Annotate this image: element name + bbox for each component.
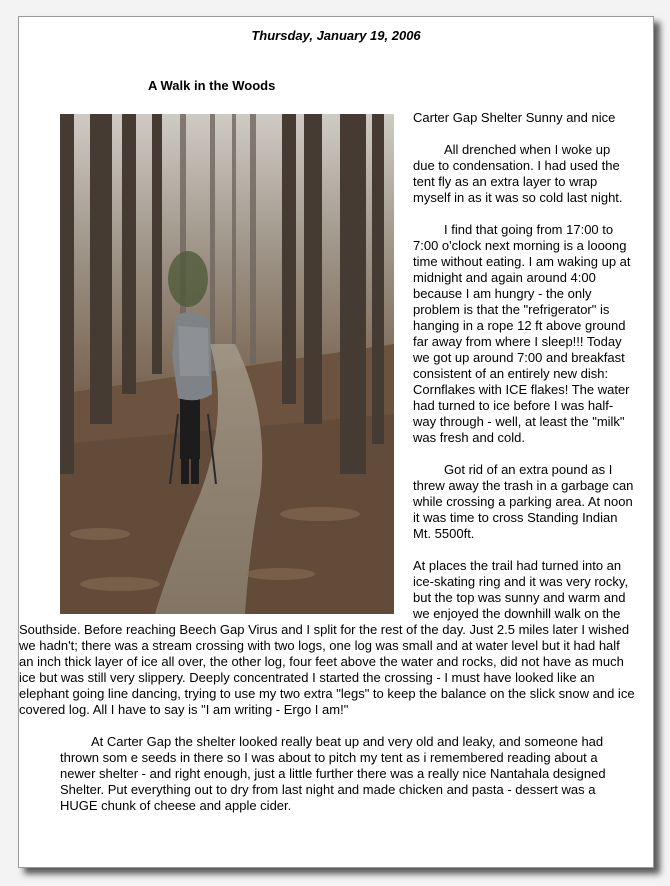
entry-date: Thursday, January 19, 2006 xyxy=(251,28,421,43)
paragraph-trash: Got rid of an extra pound as I threw away the trash in a garbage can while crossing a parking area. At noon it was time to cross Standing Indian Mt. 5500ft. xyxy=(413,462,634,541)
photo-illustration xyxy=(60,114,394,614)
forest-trail-photo xyxy=(60,114,394,614)
article-title: A Walk in the Woods xyxy=(148,78,276,93)
paragraph-breakfast: I find that going from 17:00 to 7:00 o'clock next morning is a looong time without eating. I am waking up at midnight and again around 4:00 because I am hungry - the only problem is that the "refrigerator" is hanging in a rope 12 ft above ground far away from where I sleep!!! Today we got up around 7:00 and breakfast consistent of an entirely new dish: Cornflakes with ICE flakes! The water had turned to ice before I was half-way through - well, at least the "milk" was fresh and cold. xyxy=(413,222,631,445)
paragraph-stream-crossing: At places the trail had turned into an ice-skating ring and it was very rocky, but the top was sunny and warm and we enjoyed the downhill walk on the Southside. Before reaching Beech Gap Virus and I split for the rest of the day. Just 2.5 miles later I wished we hadn't; there was a stream crossing with two logs, one log was small and at water level but it had half an inch thick layer of ice all over, the other log, four feet above the water and rocks, did not have as much ice but was still very slippery. Deeply concentrated I started the crossing - I must have looked like an elephant going line dancing, trying to use my two extra "legs" to keep the balance on the slick snow and ice covered log. All I have to say is "I am writing - Ergo I am!" xyxy=(19,558,635,717)
paragraph-condensation: All drenched when I woke up due to condensation. I had used the tent fly as an extra layer to wrap myself in as it was so cold last night. xyxy=(413,142,623,205)
journal-page xyxy=(18,16,654,868)
paragraph-shelter: At Carter Gap the shelter looked really beat up and very old and leaky, and someone had thrown som e seeds in there so I was about to pitch my tent as i remembered reading about a newer shelter - and right enough, just a little further there was a really nice Nantahala designed Shelter. Put everything out to dry from last night and made chicken and pasta - dessert was a HUGE chunk of cheese and apple cider. xyxy=(60,734,606,813)
location-line: Carter Gap Shelter Sunny and nice xyxy=(413,110,616,125)
